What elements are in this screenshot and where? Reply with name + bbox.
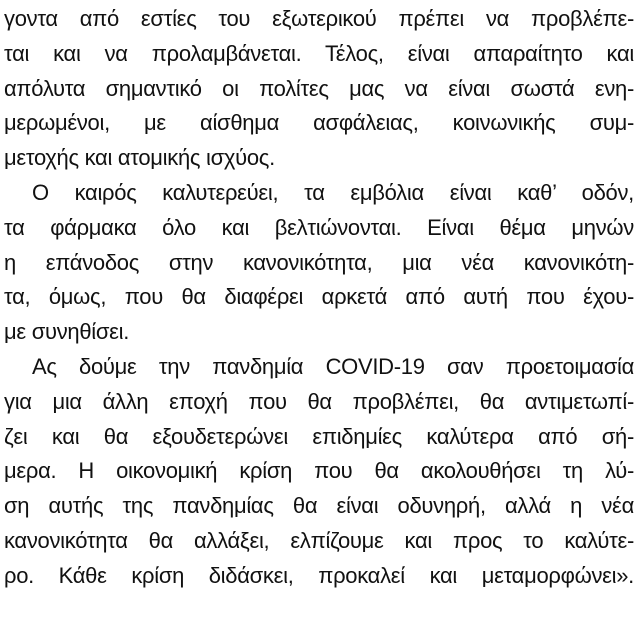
text-line: τα φάρμακα όλο και βελτιώνονται. Είναι θέμα μηνών [4,214,634,240]
paragraph-2 [4,176,634,350]
text-line: με συνηθίσει. [4,319,130,345]
text-line: Ας δούμε την πανδημία COVID-19 σαν προετοιμασία [32,353,634,379]
text-line: Ο καιρός καλυτερεύει, τα εμβόλια είναι καθ’ οδόν, [32,179,634,205]
text-line: απόλυτα σημαντικό οι πολίτες μας να είναι σωστά ενη- [4,75,634,101]
text-line: για μια άλλη εποχή που θα προβλέπει, θα αντιμετωπί- [4,388,634,414]
paragraph-3 [4,350,634,594]
text-line: ται και να προλαμβάνεται. Τέλος, είναι απαραίτητο και [4,40,634,66]
paragraph-1 [4,2,634,176]
text-line: ση αυτής της πανδημίας θα είναι οδυνηρή, αλλά η νέα [4,493,634,519]
text-line: ζει και θα εξουδετερώνει επιδημίες καλύτερα από σή- [4,423,634,449]
text-line: τα, όμως, που θα διαφέρει αρκετά από αυτή που έχου- [4,284,634,310]
text-line: ρο. Κάθε κρίση διδάσκει, προκαλεί και μεταμορφώνει». [4,562,634,588]
text-line: γοντα από εστίες του εξωτερικού πρέπει να προβλέπε- [4,6,634,31]
text-line: η επάνοδος στην κανονικότητα, μια νέα κανονικότη- [4,249,634,275]
text-line: μερωμένοι, με αίσθημα ασφάλειας, κοινωνικής συμ- [4,110,634,136]
text-line: μερα. Η οικονομική κρίση που θα ακολουθήσει τη λύ- [4,458,634,484]
text-line: μετοχής και ατομικής ισχύος. [4,145,275,171]
article-text [4,2,634,594]
text-line: κανονικότητα θα αλλάξει, ελπίζουμε και προς το καλύτε- [4,527,634,553]
